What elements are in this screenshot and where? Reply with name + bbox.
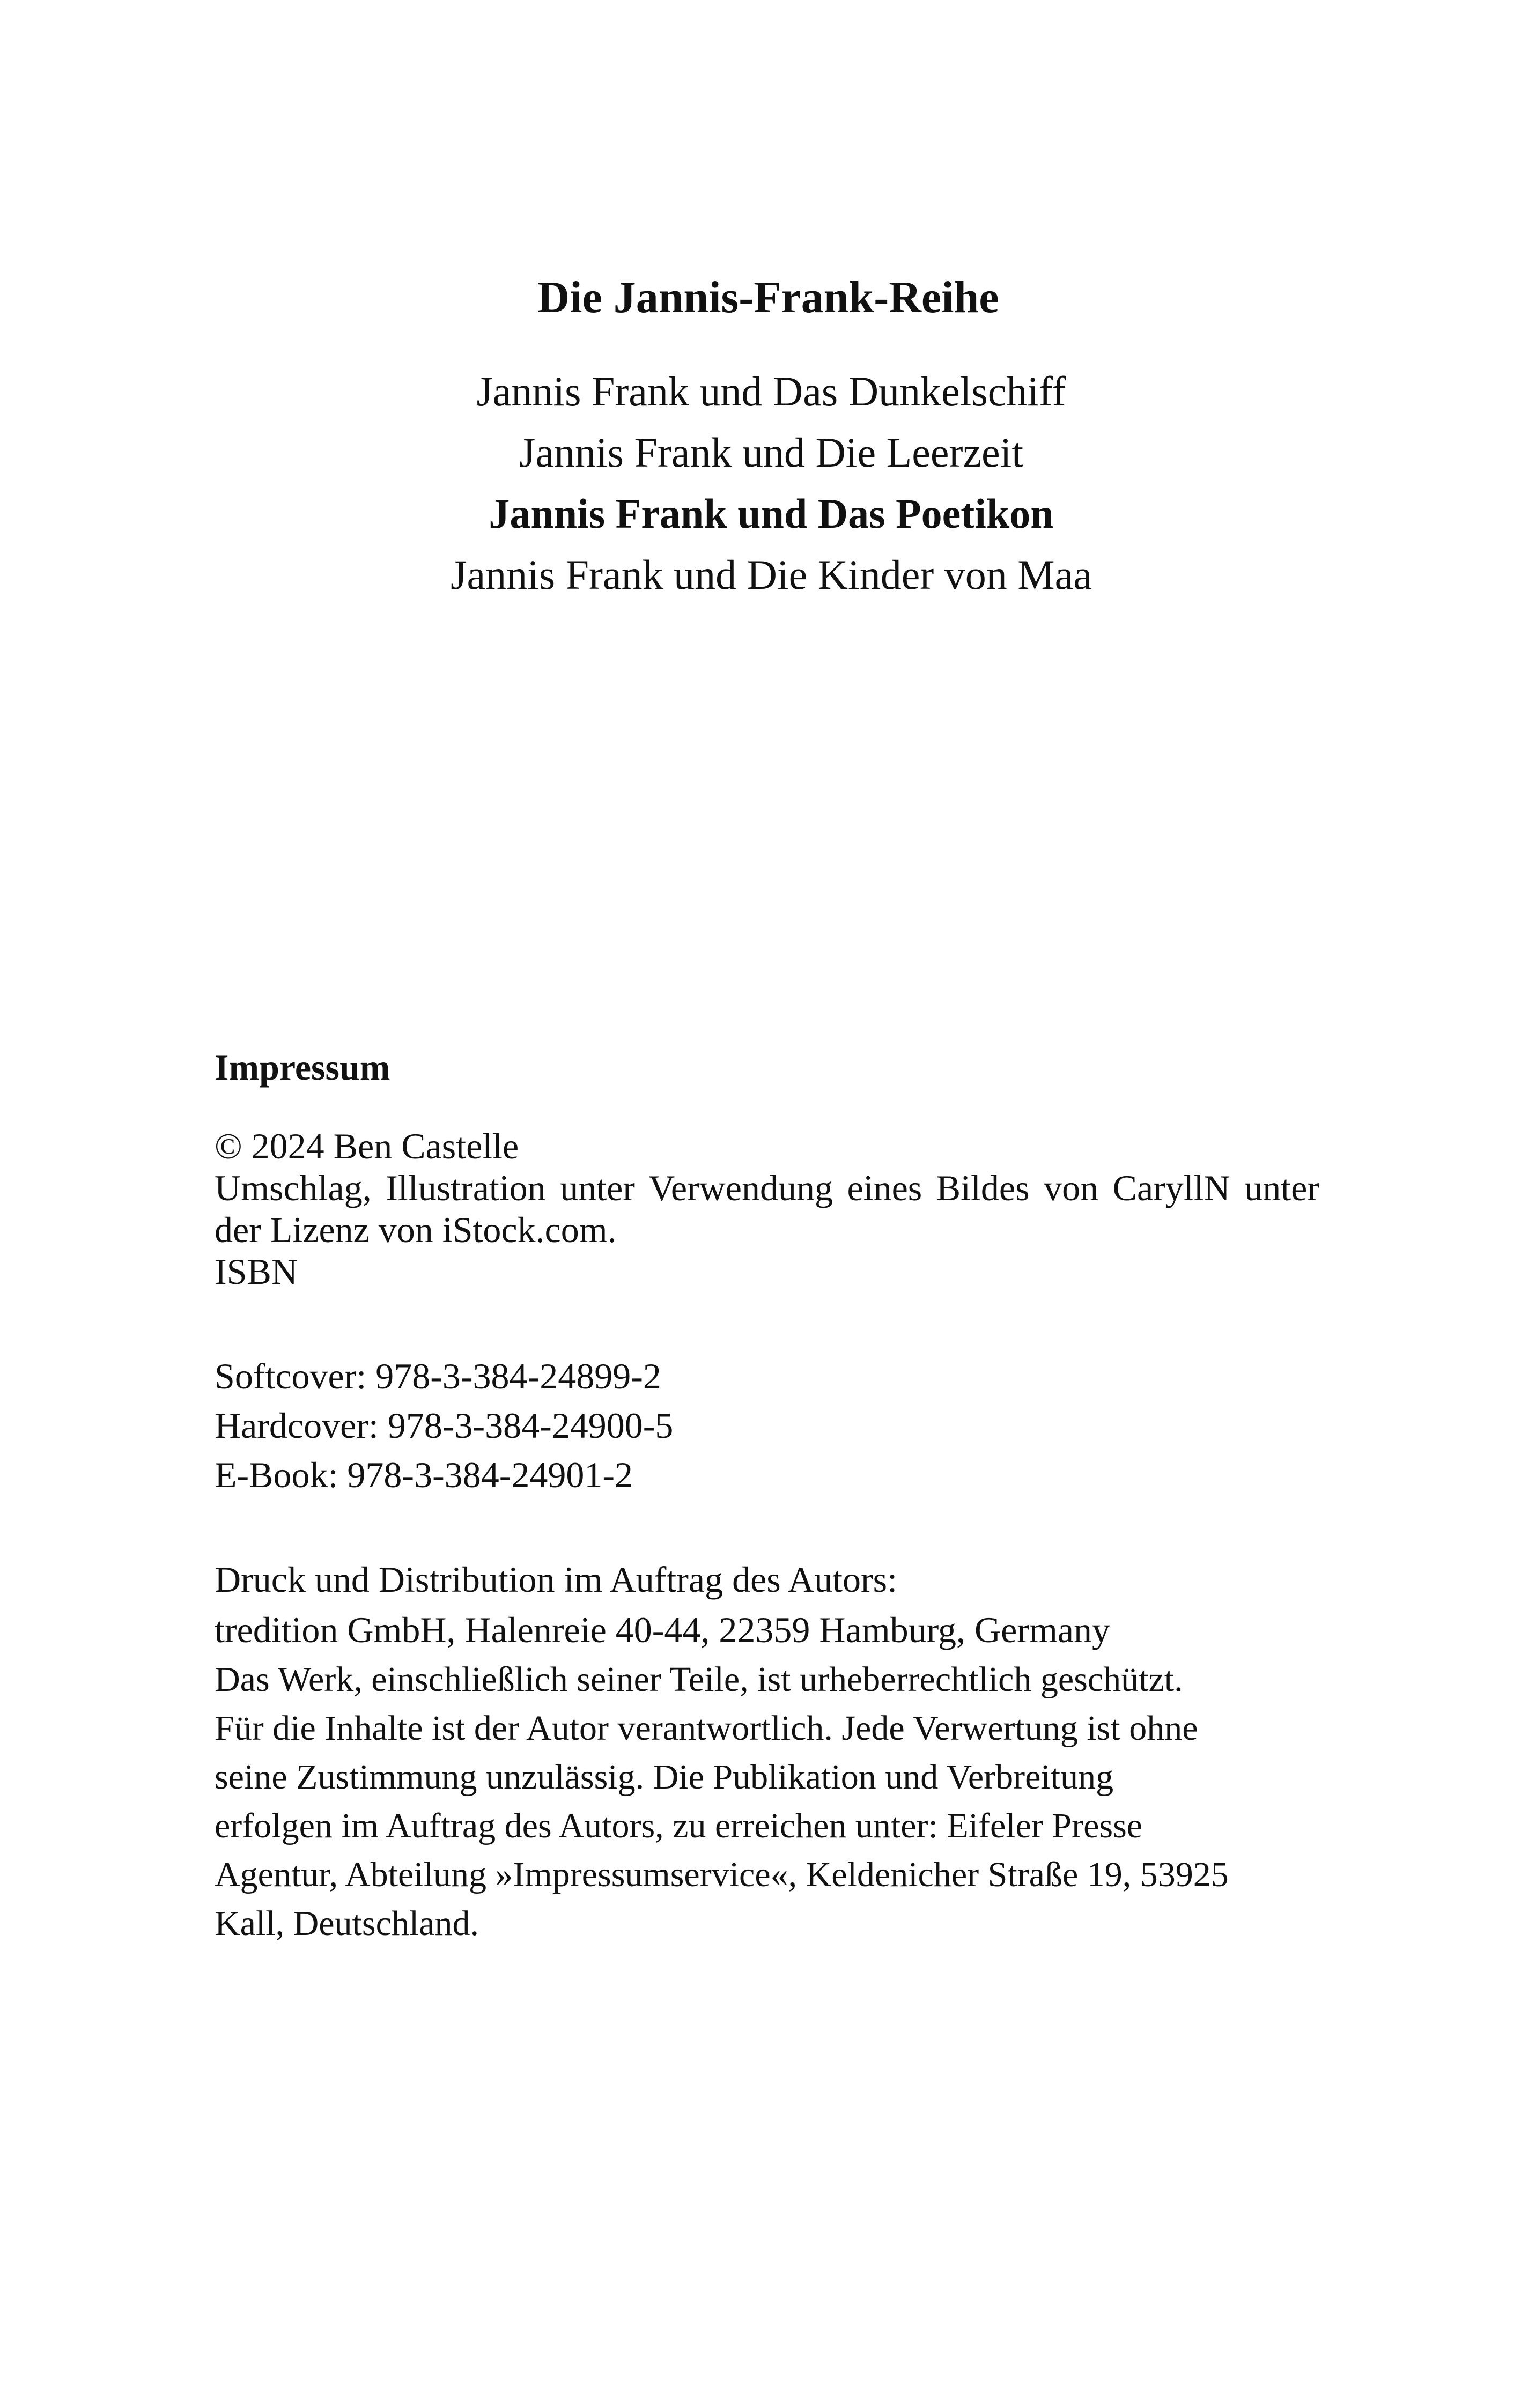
isbn-hardcover: Hardcover: 978-3-384-24900-5 xyxy=(215,1405,674,1446)
isbn-list xyxy=(215,1351,1319,1500)
series-book-title: Jannis Frank und Das Dunkelschiff xyxy=(476,368,1066,415)
legal-notice-line: seine Zustimmung unzulässig. Die Publikation und Verbreitung xyxy=(215,1757,1114,1797)
series-book-list xyxy=(0,361,1521,605)
series-book-title: Jannis Frank und Die Kinder von Maa xyxy=(451,551,1092,598)
imprint-section xyxy=(215,1040,1319,1948)
distribution-label: Druck und Distribution im Auftrag des Autors: xyxy=(215,1559,898,1600)
isbn-softcover: Softcover: 978-3-384-24899-2 xyxy=(215,1356,661,1397)
distribution-address: tredition GmbH, Halenreie 40-44, 22359 Hamburg, Germany xyxy=(215,1609,1111,1650)
series-book-title-current: Jannis Frank und Das Poetikon xyxy=(489,490,1054,537)
series-book-title: Jannis Frank und Die Leerzeit xyxy=(519,429,1024,476)
legal-notice xyxy=(215,1655,1319,1948)
series-title: Die Jannis-Frank-Reihe xyxy=(537,272,999,322)
book-series-section xyxy=(0,265,1521,605)
legal-notice-line: Kall, Deutschland. xyxy=(215,1904,479,1943)
isbn-ebook: E-Book: 978-3-384-24901-2 xyxy=(215,1454,633,1495)
isbn-label: ISBN xyxy=(215,1251,298,1292)
legal-notice-line: erfolgen im Auftrag des Autors, zu erreichen unter: Eifeler Presse xyxy=(215,1806,1143,1845)
legal-notice-line: Für die Inhalte ist der Autor verantwortlich. Jede Verwertung ist ohne xyxy=(215,1709,1198,1748)
copyright-block xyxy=(215,1125,1319,1251)
copyright-notice: © 2024 Ben Castelle xyxy=(215,1126,519,1166)
legal-notice-line: Agentur, Abteilung »Impressumservice«, Keldenicher Straße 19, 53925 xyxy=(215,1855,1229,1894)
legal-notice-line: Das Werk, einschließlich seiner Teile, ist urheberrechtlich geschützt. xyxy=(215,1660,1183,1699)
cover-credit: Umschlag, Illustration unter Verwendung eines Bildes von CaryllN unter der Lizenz von iStock.com. xyxy=(215,1168,1319,1250)
distribution-block xyxy=(215,1554,1319,1655)
imprint-heading: Impressum xyxy=(215,1047,390,1088)
